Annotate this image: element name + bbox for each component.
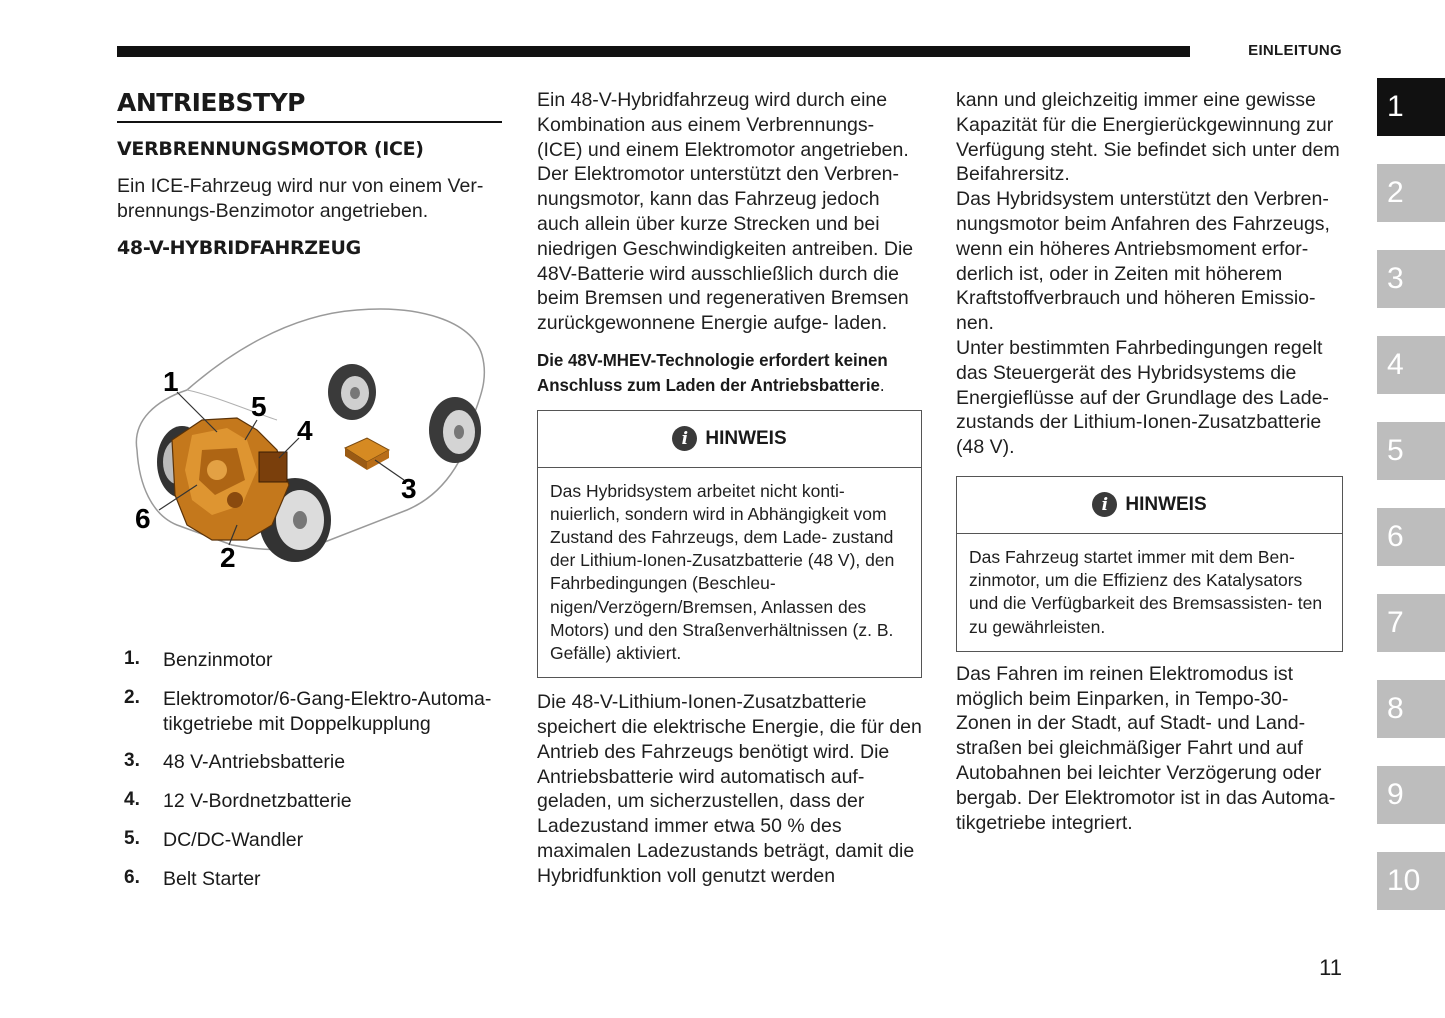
notice-header [957, 477, 1342, 534]
legend-text: Elektromotor/6-Gang-Elektro-Automa- tikgetriebe mit Doppelkupplung [163, 687, 492, 735]
support-paragraph: Das Hybridsystem unterstützt den Verbren- nungsmotor beim Anfahren des Fahrzeugs, wenn ein höheres Antriebsmoment erfor- derlich ist, oder in Zeiten mit höherem Kraftstoffverbrauch und höheren Emissio- nen. [956, 188, 1330, 335]
legend-item [122, 648, 502, 673]
legend-number: 5. [124, 827, 140, 849]
callout-4: 4 [297, 415, 313, 446]
notice-box [537, 410, 922, 679]
car-diagram-svg [117, 300, 502, 585]
notice-text: Das Hybridsystem arbeitet nicht konti- nuierlich, sondern wird in Abhängigkeit vom Zustand des Fahrzeugs, dem Lade- zustand der Lithium-Ionen-Zusatzbatterie (48 V), den Fahrbedingungen (Beschleu- nigen/Verzögern/Bremsen, Anlassen des Motors) und den Straßenverhältnissen (z. B. Gefälle) aktiviert. [550, 480, 895, 663]
chapter-tab-8[interactable]: 8 [1377, 680, 1445, 738]
legend-item [122, 789, 502, 814]
callout-1: 1 [163, 366, 179, 397]
notice-title: HINWEIS [1125, 493, 1207, 515]
hybrid-intro-paragraph: Ein 48-V-Hybridfahrzeug wird durch eine Kombination aus einem Verbrennungs- (ICE) und einem Elektromotor angetrieben. Der Elektromotor unterstützt den Verbren- nungsmotor, kann das Fahrzeug jedoch auch allein über kurze Strecken und bei niedrigen Geschwindigkeiten antreiben. Die 48V-Batterie wird ausschließlich durch die beim Bremsen und regenerativen Bremsen zurückgewonnene Energie aufge- laden. [537, 89, 914, 335]
page-title: ANTRIEBSTYP [117, 88, 502, 123]
legend-item [122, 750, 502, 775]
hybrid-heading: 48-V-HYBRIDFAHRZEUG [117, 237, 361, 259]
ice-paragraph: Ein ICE-Fahrzeug wird nur von einem Ver- brennungs-Benzimotor angetrieben. [117, 175, 484, 222]
legend-item [122, 867, 502, 892]
chapter-tab-7[interactable]: 7 [1377, 594, 1445, 652]
legend-item [122, 828, 502, 853]
legend-text: Benzinmotor [163, 649, 273, 671]
notice-box [956, 476, 1343, 652]
ice-heading: VERBRENNUNGSMOTOR (ICE) [117, 138, 424, 160]
hybrid-car-illustration [117, 300, 502, 585]
mhev-bold-note-text: Die 48V-MHEV-Technologie erfordert keinen Anschluss zum Laden der Antriebsbatterie [537, 349, 888, 395]
callout-5: 5 [251, 391, 267, 422]
callout-3: 3 [401, 473, 417, 504]
mhev-bold-note [537, 348, 922, 398]
chapter-tab-10[interactable]: 10 [1377, 852, 1445, 910]
info-icon: i [672, 426, 697, 451]
chapter-tab-6[interactable]: 6 [1377, 508, 1445, 566]
legend-number: 3. [124, 750, 140, 772]
battery-paragraph: Die 48-V-Lithium-Ionen-Zusatzbatterie speichert die elektrische Energie, die für den Antrieb des Fahrzeugs benötigt wird. Die Antriebsbatterie wird automatisch auf- geladen, um sicherzustellen, dass der Ladezustand immer etwa 50 % des maximalen Ladezustands beträgt, damit die Hybridfunktion voll genutzt werden [537, 691, 922, 887]
capacity-paragraph: kann und gleichzeitig immer eine gewisse Kapazität für die Energierückgewinnung zur Verfügung steht. Sie befindet sich unter dem Beifahrersitz. [956, 89, 1340, 186]
callout-2: 2 [220, 542, 236, 573]
legend-text: Belt Starter [163, 867, 261, 890]
chapter-tab-9[interactable]: 9 [1377, 766, 1445, 824]
legend-number: 1. [124, 648, 140, 669]
legend-text: 48 V-Antriebsbatterie [163, 751, 346, 774]
rear-right-wheel [429, 397, 481, 463]
mhev-bold-note-period: . [879, 374, 885, 395]
legend-text: DC/DC-Wandler [163, 828, 304, 851]
page-number: 11 [1319, 955, 1342, 980]
section-name: EINLEITUNG [1248, 42, 1342, 59]
chapter-tab-4[interactable]: 4 [1377, 336, 1445, 394]
electric-mode-paragraph: Das Fahren im reinen Elektromodus ist möglich beim Einparken, in Tempo-30- Zonen in der Stadt, auf Stadt- und Land- straßen bei gleichmäßiger Fahrt und auf Autobahnen bei leichter Verzögerung oder bergab. Der Elektromotor ist in das Automa- tikgetriebe integriert. [956, 662, 1336, 834]
chapter-tab-5[interactable]: 5 [1377, 422, 1445, 480]
column-2 [537, 88, 922, 889]
info-icon: i [1092, 492, 1117, 517]
legend-text: 12 V-Bordnetzbatterie [163, 790, 352, 813]
notice-header [538, 411, 921, 468]
header-rule [117, 46, 1190, 57]
figure-legend [122, 648, 502, 906]
chapter-tab-2[interactable]: 2 [1377, 164, 1445, 222]
control-unit-paragraph: Unter bestimmten Fahrbedingungen regelt das Steuergerät des Hybridsystems die Energieflüsse auf der Grundlage des Lade- zustands der Lithium-Ionen-Zusatzbatterie (48 V). [956, 336, 1329, 459]
notice-title: HINWEIS [705, 427, 787, 449]
legend-item [122, 687, 502, 737]
legend-number: 4. [124, 789, 140, 811]
rear-left-wheel [328, 364, 376, 420]
legend-number: 6. [124, 866, 140, 888]
legend-number: 2. [124, 686, 140, 708]
engine-assembly-shape [172, 418, 289, 540]
chapter-tab-1[interactable]: 1 [1377, 78, 1445, 136]
column-3 [956, 88, 1343, 835]
notice-text: Das Fahrzeug startet immer mit dem Ben- zinmotor, um die Effizienz des Katalysators und die Verfügbarkeit des Bremsassisten- ten zu gewährleisten. [969, 546, 1323, 637]
chapter-tab-3[interactable]: 3 [1377, 250, 1445, 308]
callout-6: 6 [135, 503, 151, 534]
